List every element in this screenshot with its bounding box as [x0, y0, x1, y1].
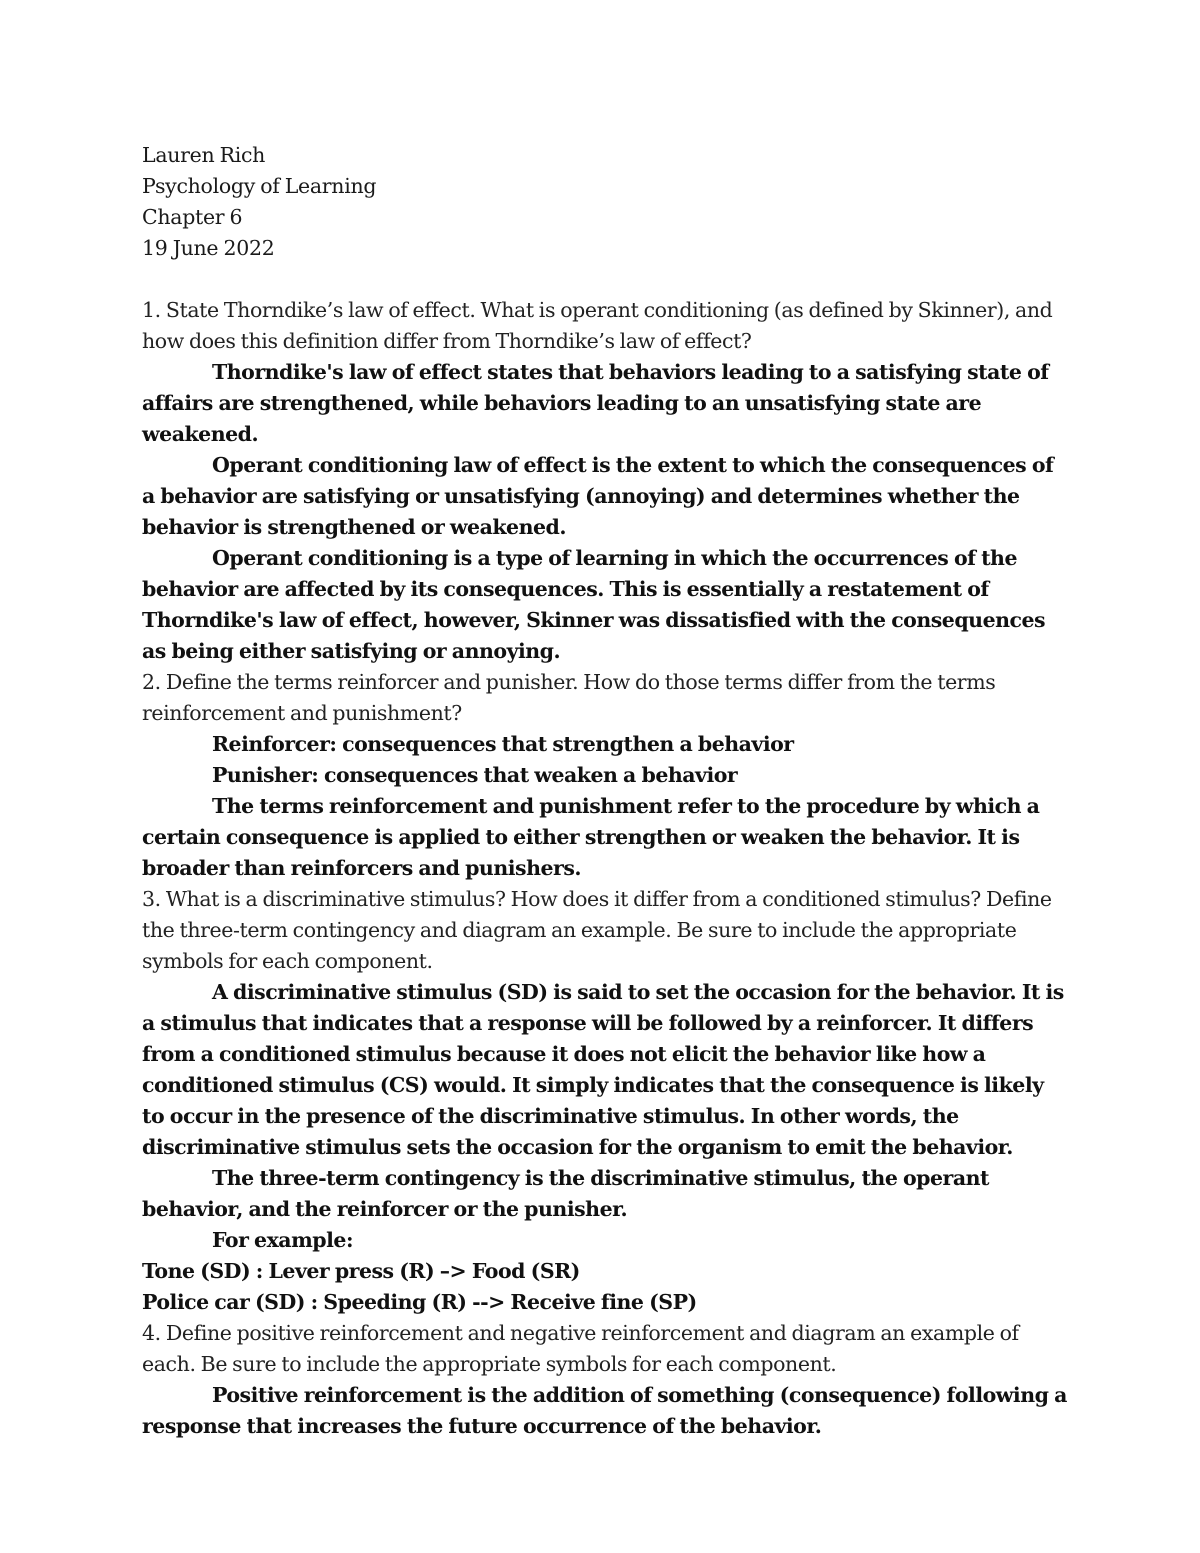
example-police-car: Police car (SD) : Speeding (R) --> Receive fine (SP)	[142, 1290, 697, 1314]
answer-3-paragraph-2: The three-term contingency is the discriminative stimulus, the operant behavior, and the reinforcer or the punisher.	[142, 1166, 990, 1221]
document-body	[142, 140, 1067, 1442]
question-1: 1. State Thorndike’s law of effect. What is operant conditioning (as defined by Skinner), and how does this definition differ from Thorndike’s law of effect?	[142, 298, 1053, 353]
answer-1-paragraph-2: Operant conditioning law of effect is the extent to which the consequences of a behavior are satisfying or unsatisfying (annoying) and determines whether the behavior is strengthened or weakened.	[142, 453, 1054, 539]
spacer	[142, 264, 1067, 295]
document-date: 19 June 2022	[142, 236, 275, 260]
answer-4-paragraph-1: Positive reinforcement is the addition of something (consequence) following a response that increases the future occurrence of the behavior.	[142, 1383, 1067, 1438]
answer-2-paragraph-3: The terms reinforcement and punishment refer to the procedure by which a certain consequence is applied to either strengthen or weaken the behavior. It is broader than reinforcers and punishers.	[142, 794, 1040, 880]
question-4: 4. Define positive reinforcement and negative reinforcement and diagram an example of each. Be sure to include the appropriate symbols for each component.	[142, 1321, 1019, 1376]
answer-2-punisher: Punisher: consequences that weaken a behavior	[212, 763, 738, 787]
question-3: 3. What is a discriminative stimulus? How does it differ from a conditioned stimulus? Define the three-term contingency and diagram an example. Be sure to include the appropriate symbols for each component.	[142, 887, 1052, 973]
course-name: Psychology of Learning	[142, 174, 377, 198]
author-name: Lauren Rich	[142, 143, 266, 167]
question-2: 2. Define the terms reinforcer and punisher. How do those terms differ from the terms reinforcement and punishment?	[142, 670, 996, 725]
answer-3-paragraph-1: A discriminative stimulus (SD) is said to set the occasion for the behavior. It is a stimulus that indicates that a response will be followed by a reinforcer. It differs from a conditioned stimulus because it does not elicit the behavior like how a conditioned stimulus (CS) would. It simply indicates that the consequence is likely to occur in the presence of the discriminative stimulus. In other words, the discriminative stimulus sets the occasion for the organism to emit the behavior.	[142, 980, 1064, 1159]
answer-1-paragraph-3: Operant conditioning is a type of learning in which the occurrences of the behavior are affected by its consequences. This is essentially a restatement of Thorndike's law of effect, however, Skinner was dissatisfied with the consequences as being either satisfying or annoying.	[142, 546, 1046, 663]
chapter-label: Chapter 6	[142, 205, 243, 229]
example-tone: Tone (SD) : Lever press (R) –> Food (SR)	[142, 1259, 580, 1283]
answer-1-paragraph-1: Thorndike's law of effect states that behaviors leading to a satisfying state of affairs are strengthened, while behaviors leading to an unsatisfying state are weakened.	[142, 360, 1049, 446]
answer-3-example-label: For example:	[212, 1228, 354, 1252]
answer-2-reinforcer: Reinforcer: consequences that strengthen a behavior	[212, 732, 794, 756]
